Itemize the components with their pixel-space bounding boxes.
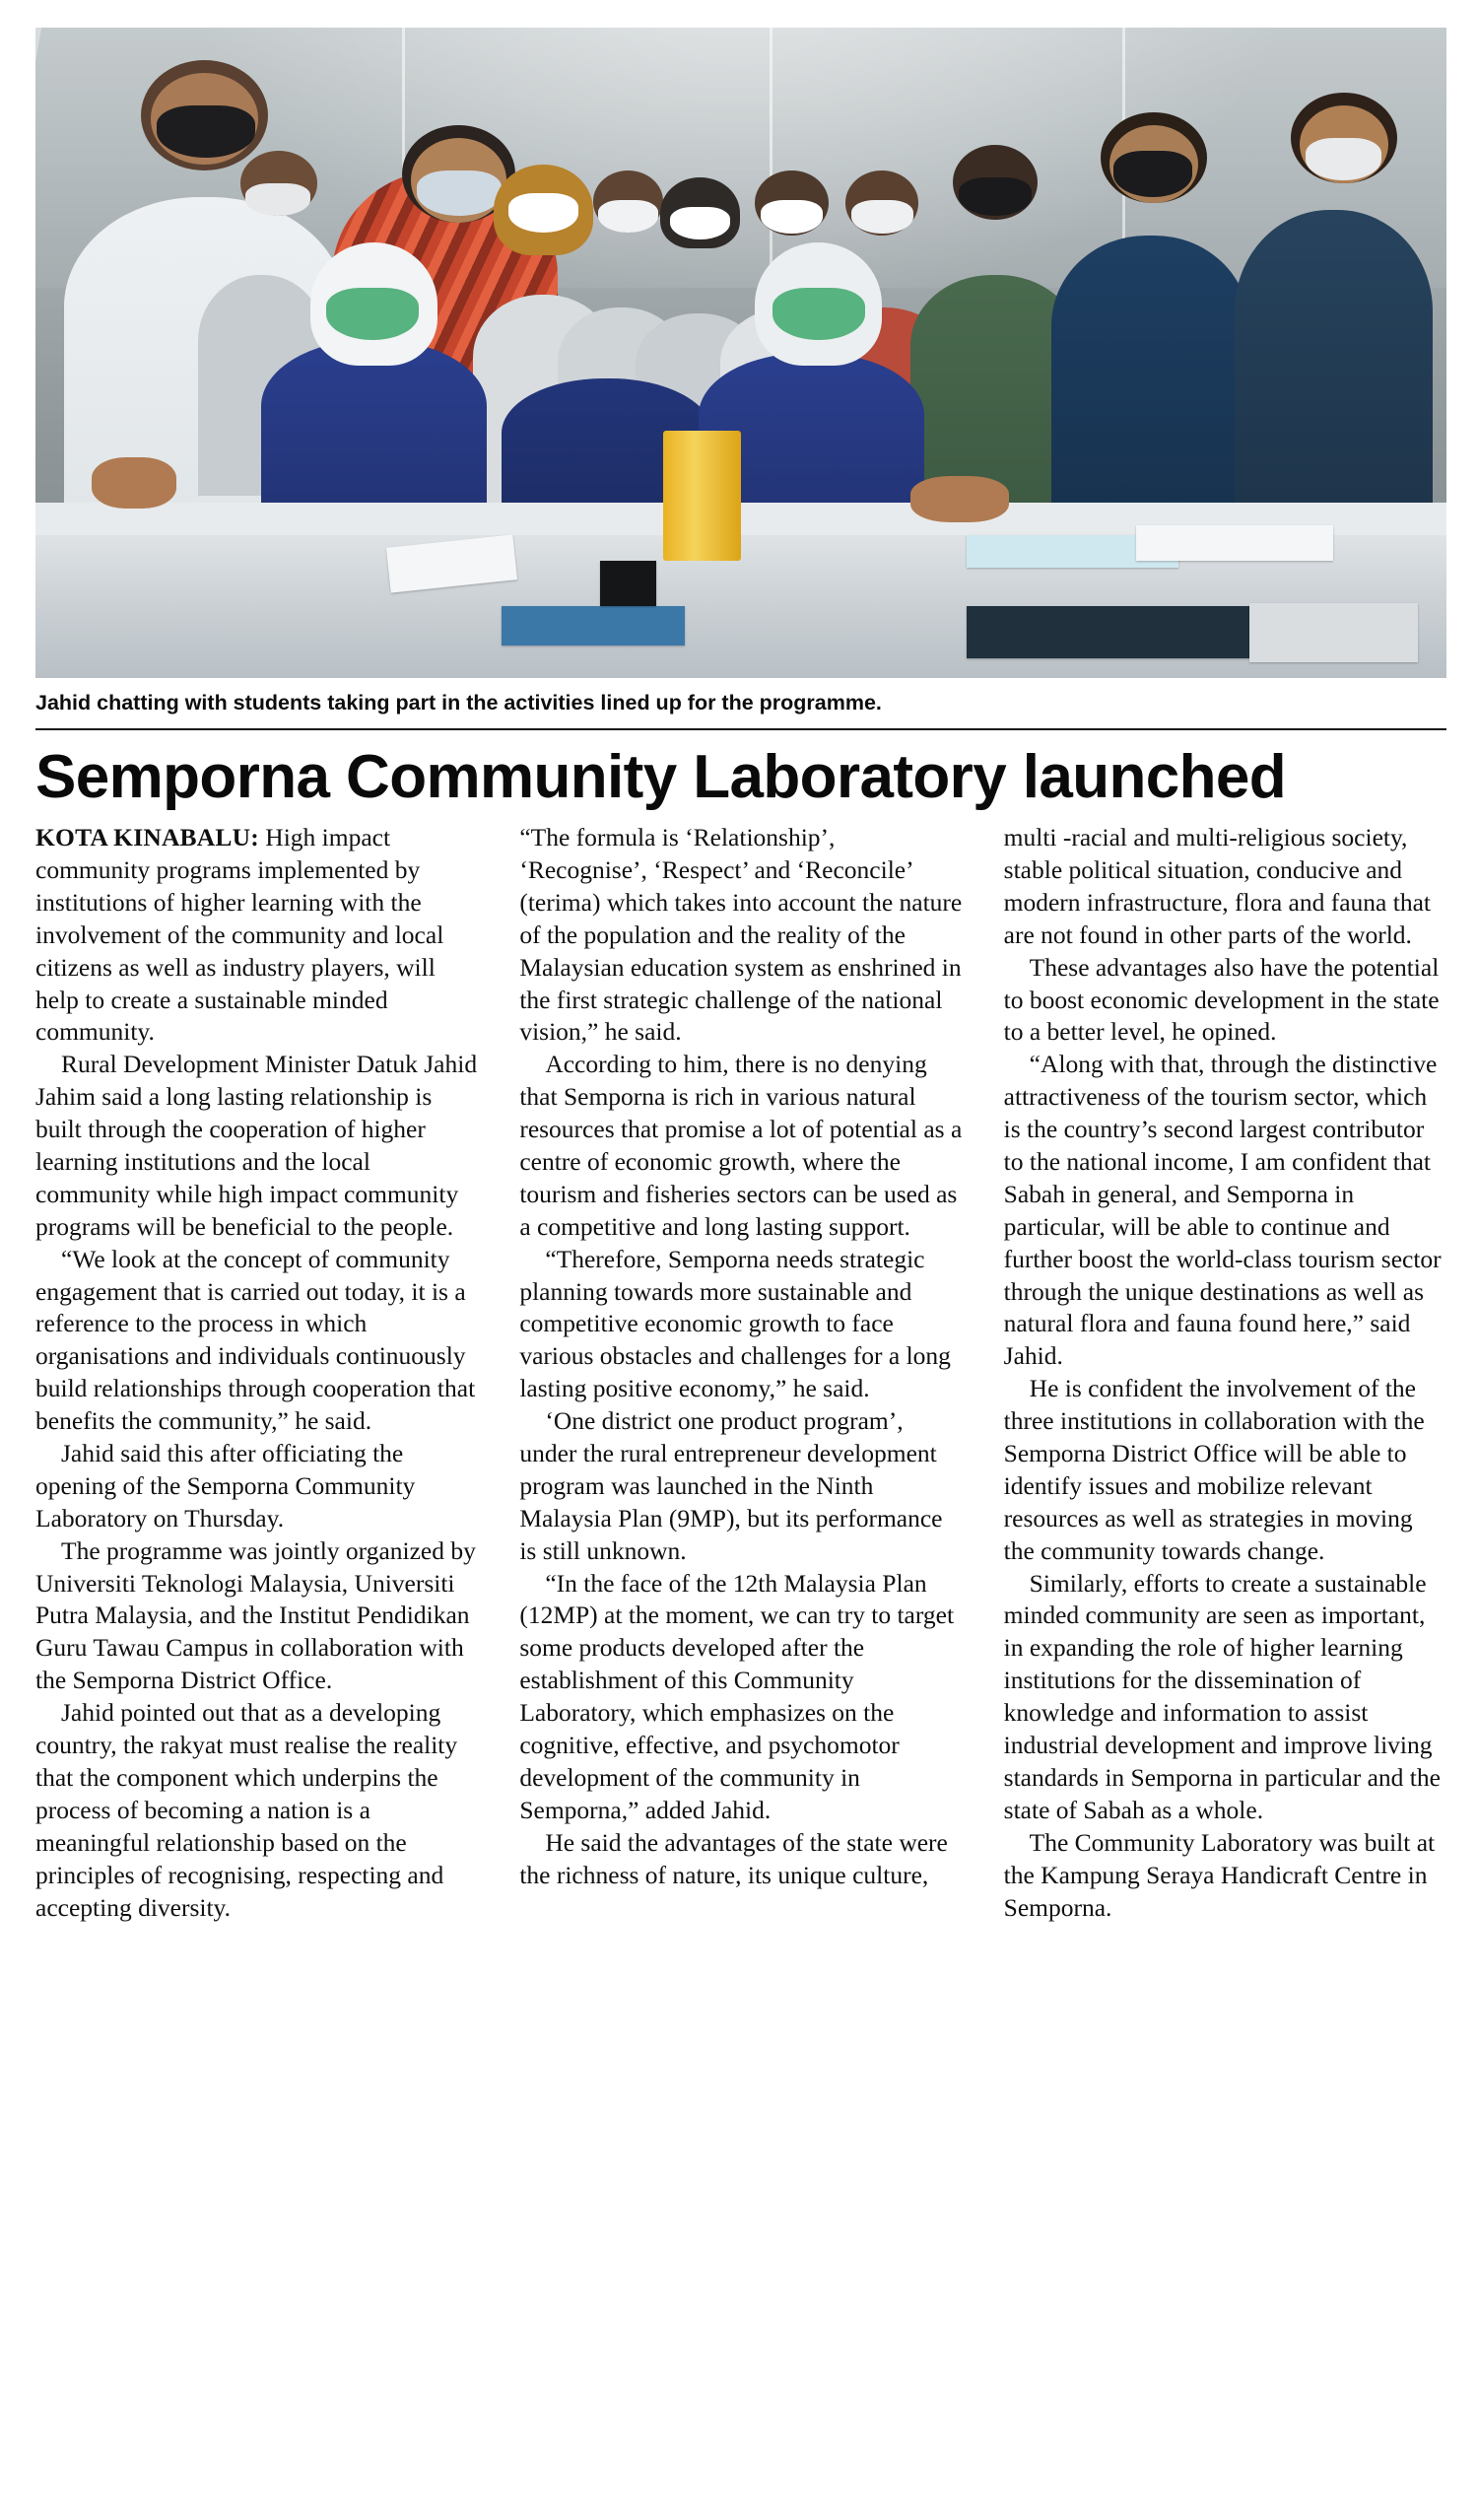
person-figure [1235,210,1432,548]
hand [910,476,1009,521]
face-mask [761,200,823,234]
paragraph: The Community Laboratory was built at the Kampung Seraya Handicraft Centre in Semporna. [1003,1827,1436,1922]
paragraph: He said the advantages of the state were the richness of nature, its unique culture, [519,1827,948,1889]
face-mask [1113,151,1192,196]
article-body [35,822,1446,1924]
paragraph: The programme was jointly organized by Universiti Teknologi Malaysia, Universiti Putra Malaysia, and the Institut Pendidikan Guru Tawau Campus in collaboration with the Semporna District Office. [35,1535,476,1695]
article-column-1 [35,822,478,1924]
paragraph: “Along with that, through the distinctive attractiveness of the tourism sector, which is the country’s second largest contributor to the national income, I am confident that Sabah in general, and Semporna in particular, will be able to continue and further boost the world-class tourism sector through the unique destinations as well as natural flora and fauna found here,” said Jahid. [1003,1050,1442,1371]
photo-caption: Jahid chatting with students taking part in the activities lined up for the programme. [35,691,882,715]
face-mask [773,288,866,340]
paragraph: “In the face of the 12th Malaysia Plan (12MP) at the moment, we can try to target some products developed after the establishment of this Community Laboratory, which emphasizes on the cognitive, effective, and psychomotor development of the community in Semporna,” added Jahid. [519,1568,955,1824]
paragraph: “We look at the concept of community engagement that is carried out today, it is a reference to the process in which organisations and individuals continuously build relationships through cooperation that benefits the community,” he said. [35,1244,476,1436]
page-title: Semporna Community Laboratory launched [35,742,1287,811]
article-photo-wrap [35,28,1446,678]
face-mask [508,193,579,233]
face-mask [157,105,255,158]
face-mask [670,207,729,239]
paragraph: “Therefore, Semporna needs strategic planning towards more sustainable and competitive economic growth to face various obstacles and challenges for a long lasting positive economy,” he said. [519,1244,951,1403]
article-column-3 [1004,822,1446,1924]
article-photo [35,28,1446,678]
paragraph: Similarly, efforts to create a sustainable minded community are seen as important, in expanding the role of higher learning institutions for the dissemination of knowledge and information to assist industrial development and improve living standards in Semporna in particular and the state of Sabah as a whole. [1003,1568,1441,1824]
paragraph: These advantages also have the potential to boost economic development in the state to a better level, he opined. [1003,952,1440,1047]
booklet [1249,603,1419,661]
face-mask [326,288,420,340]
booklet [967,606,1248,658]
paper-sheet [502,606,685,646]
paragraph-text: High impact community programs implemented by institutions of higher learning with the involvement of the community and local citizens as well as industry players, will help to create a sustainable minded community. [35,823,444,1047]
paragraph: Jahid said this after officiating the opening of the Semporna Community Laboratory on Thursday. [35,1439,416,1532]
face-mask [851,200,913,234]
juice-carton [663,431,741,561]
dateline: KOTA KINABALU: [35,823,259,852]
paragraph: According to him, there is no denying that Semporna is rich in various natural resources that promise a lot of potential as a centre of economic growth, where the tourism and fisheries sectors can be used as a competitive and long lasting support. [519,1050,963,1241]
paragraph: multi -racial and multi-religious society, stable political situation, conducive and modern infrastructure, flora and fauna that are not found in other parts of the world. [1003,823,1431,949]
face-mask [1306,138,1381,180]
article-column-2 [519,822,962,1891]
phone [600,561,656,606]
hand [92,457,176,510]
paragraph: “The formula is ‘Relationship’, ‘Recognise’, ‘Respect’ and ‘Reconcile’ (terima) which takes into account the nature of the population and the reality of the Malaysian education system as enshrined in the first strategic challenge of the national vision,” he said. [519,823,963,1047]
paragraph: Jahid pointed out that as a developing country, the rakyat must realise the reality that the component which underpins the process of becoming a nation is a meaningful relationship based on the principles of recognising, respecting and accepting diversity. [35,1698,458,1922]
person-figure [1051,236,1248,535]
paragraph: ‘One district one product program’, under the rural entrepreneur development program was launched in the Ninth Malaysia Plan (9MP), but its performance is still unknown. [519,1406,943,1565]
paper-sheet [1136,525,1333,561]
caption-rule [35,728,1446,730]
paragraph: Rural Development Minister Datuk Jahid Jahim said a long lasting relationship is built through the cooperation of higher learning institutions and the local community while high impact community programs will be beneficial to the people. [35,1050,478,1241]
paragraph: He is confident the involvement of the three institutions in collaboration with the Semporna District Office will be able to identify issues and mobilize relevant resources as well as strategies in moving the community towards change. [1003,1374,1425,1565]
paragraph [35,822,478,1049]
face-mask [598,200,657,233]
face-mask [417,170,502,216]
